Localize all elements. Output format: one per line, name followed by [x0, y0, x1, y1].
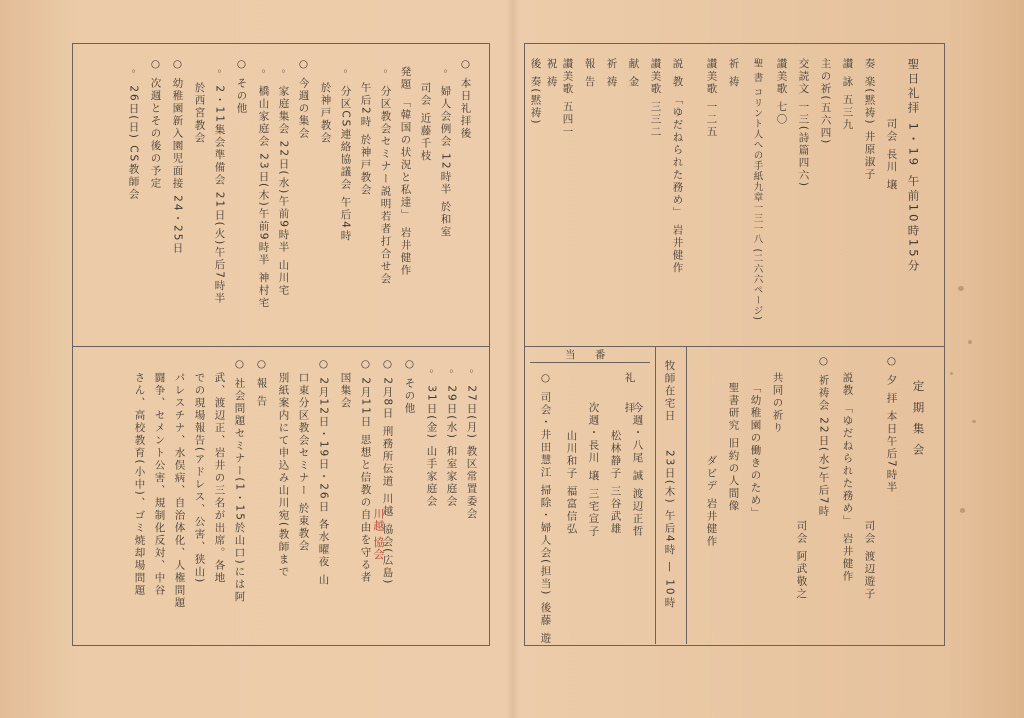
- announcement-line: 別紙案内にて申込み山川宛(教師まで: [277, 372, 290, 579]
- announcement-line: ◦ 分区教会セミナー説明若者打合せ会: [379, 66, 392, 286]
- right-bottom-divider: [655, 346, 656, 644]
- announcement-line: ◦ 31日(金) 山手家庭会: [425, 366, 438, 508]
- announcement-line: ○ 2月11日 思想と信教の自由を守る者: [359, 358, 372, 584]
- announcement-line: ○ 今週の集会: [297, 58, 310, 140]
- announcement-line: 闘争、セメント公害、規制化反対、中谷: [153, 372, 166, 597]
- announcement-line: ◦ 27日(月) 教区常置委会: [465, 366, 478, 521]
- announcement-line: ○ 報 告: [255, 358, 268, 408]
- announcement-line: 武、渡辺正、岩井の三名が出席。各地: [213, 372, 226, 585]
- duty-entry: 松林静子 三谷武雄: [609, 430, 622, 536]
- duty-box-right-edge: [686, 346, 687, 644]
- announcement-line: ○ その他: [403, 358, 416, 415]
- announcement-line: ◦ 橋山家庭会 23日(木)午前9時半 神村宅: [257, 66, 270, 310]
- duty-entry: 今週・八尾 誠 渡辺正哲: [631, 402, 644, 538]
- announcement-line: 於神戸教会: [319, 82, 332, 145]
- duty-worship-title: 礼 拝: [623, 372, 636, 421]
- prayer-item: 「幼稚園の働きのため」: [749, 382, 762, 520]
- worship-item: 後 奏(黙祷): [529, 58, 542, 126]
- worship-item: 讃美歌 五四一: [561, 58, 574, 139]
- announcement-line: 発題 「韓国の状況と私達」 岩井健作: [399, 66, 412, 277]
- paper-speck: [972, 420, 976, 423]
- prayer-item: 聖書研究 旧約の人間像: [727, 382, 740, 513]
- prayer-presider: 司会 阿武敬之: [795, 520, 808, 601]
- duty-title: 当 番: [565, 349, 614, 361]
- worship-sermon: 説 教 「ゆだねられた務め」 岩井健作: [671, 58, 684, 275]
- worship-presider: 司会 長川 壌: [885, 118, 898, 192]
- worship-item: 讃美歌 三三二: [649, 58, 662, 139]
- red-handwritten-note: 川越 協会: [372, 508, 385, 561]
- worship-item: 祝 祷: [545, 58, 558, 89]
- evening-sermon: 説教 「ゆだねられた務め」 岩井健作: [841, 372, 854, 583]
- announcement-line: パレスチナ、水俣病、自治体化、人権問題: [173, 372, 186, 610]
- paper-speck: [968, 340, 972, 344]
- duty-title-underline: [530, 362, 650, 363]
- announcement-line: での現場報告(アドレス、公害、狭山): [193, 372, 206, 585]
- duty-entry: 次週・長川 壌 三宅宣子: [587, 402, 600, 538]
- announcement-line: ○ 本日礼拝後: [459, 58, 472, 140]
- worship-item: 報 告: [583, 58, 596, 89]
- worship-heading: 聖日礼拝 1・19 午前10時15分: [906, 58, 921, 275]
- announcement-line: ○ その他: [235, 58, 248, 115]
- announcement-line: ○ 幼稚園新入園児面接 24・25日: [171, 58, 184, 255]
- worship-item: 祈 祷: [605, 58, 618, 89]
- announcement-line: 口東分区教会セミナー 於東教会: [297, 372, 310, 553]
- announcement-line: 午后2時 於神戸教会: [359, 82, 372, 197]
- prayer-meeting: ○ 祈祷会 22日(水)午后7時: [817, 355, 830, 518]
- worship-item: 讃美歌 一二五: [705, 58, 718, 139]
- paper-speck: [960, 508, 965, 513]
- duty-entry: ○ 司会・井田慧江 掃除・婦人会(担当) 後藤 遊: [539, 372, 552, 645]
- paper-speck: [950, 372, 953, 375]
- evening-presider: 司会 渡辺遊子: [863, 520, 876, 601]
- worship-item: 奏 楽(黙祷) 井原淑子: [863, 58, 876, 181]
- worship-item: 讃 詠 五三九: [841, 58, 854, 132]
- worship-item: 主の祈(五六四): [819, 58, 832, 146]
- announcement-line: 於西宮教会: [193, 82, 206, 145]
- page-fold: [506, 0, 520, 718]
- paper-speck: [958, 286, 964, 291]
- left-page-divider: [72, 346, 489, 347]
- pastor-home-time: 23日(木) 午后4時 — 10時: [663, 450, 676, 610]
- prayer-item: 共同の祈り: [771, 372, 784, 435]
- announcement-line: さん、高校教育(小中)、ゴミ焼却場問題: [133, 372, 146, 597]
- announcement-line: 司会 近藤千枝: [419, 82, 432, 163]
- prayer-item: ダビデ 岩井健作: [705, 455, 718, 548]
- announcement-line: ○ 2月8日 刑務所伝道 川越 協会(広島): [381, 358, 394, 586]
- announcement-line: ○ 社会問題セミナー(1・15於山口)には阿: [233, 358, 246, 604]
- evening-service: ○ 夕 拝 本日午后7時半: [885, 355, 898, 494]
- announcement-line: 国集会: [339, 372, 352, 410]
- pastor-home-day: 牧師在宅日: [663, 360, 676, 423]
- announcement-line: ◦ 家庭集会 22日(水)午前9時半 山川宅: [277, 66, 290, 297]
- announcement-line: ○ 次週とその後の予定: [149, 58, 162, 190]
- announcement-line: ○ 2月12日・19日・26日 各水曜夜 山: [317, 358, 330, 587]
- announcement-line: ◦ 26日(日) CS教師会: [127, 66, 140, 201]
- announcement-line: ◦ 婦人会例会 12時半 於和室: [439, 66, 452, 239]
- worship-item: 聖 書 コリント人への手紙九章一三一八 (二六六ページ): [751, 58, 763, 321]
- announcement-line: ◦ 29日(水) 和室家庭会: [445, 366, 458, 508]
- worship-item: 讃美歌 七〇: [775, 58, 788, 126]
- announcement-line: ◦ 2・11集会準備会 21日(火)午后7時半: [213, 66, 226, 305]
- announcement-line: ◦ 分区CS連絡協議会 午后4時: [339, 66, 352, 243]
- duty-entry: 山川和子 福富信弘: [565, 430, 578, 536]
- regular-meeting-title: 定 期 集 会: [911, 380, 926, 458]
- worship-item: 祈 祷: [727, 58, 740, 89]
- worship-item: 交読文 一三(詩篇四六): [797, 58, 810, 189]
- right-page-frame: [524, 43, 945, 646]
- worship-item: 献 金: [627, 58, 640, 89]
